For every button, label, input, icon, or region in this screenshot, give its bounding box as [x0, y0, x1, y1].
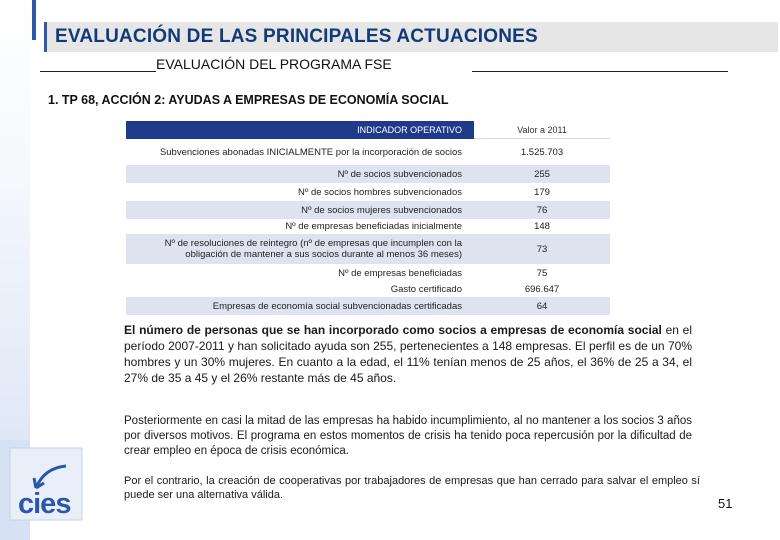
row-value: 76	[536, 204, 548, 216]
table-row	[126, 219, 610, 234]
row-label: Gasto certificado	[390, 284, 462, 295]
row-value: 75	[536, 267, 548, 279]
subtitle-row	[40, 56, 728, 74]
row-label: Nº de socios subvencionados	[337, 168, 462, 180]
cies-logo	[6, 446, 86, 524]
row-label: Nº de resoluciones de reintegro (nº de empresas que incumplen con la obligación de mantener a sus socios durante al menos 36 meses)	[164, 238, 462, 260]
title-bar	[44, 22, 778, 52]
page-number: 51	[718, 496, 733, 511]
table-row	[126, 282, 610, 297]
row-label: Nº de socios hombres subvencionados	[297, 186, 462, 198]
paragraph-profile-bold: El número de personas que se han incorporado como socios a empresas de economía social	[124, 323, 662, 337]
row-label: Subvenciones abonadas INICIALMENTE por la incorporación de socios	[159, 146, 462, 158]
header-value: Valor a 2011	[474, 121, 610, 139]
row-label: Nº de empresas beneficiadas	[338, 267, 462, 279]
table-row	[126, 139, 610, 165]
table-row	[126, 297, 610, 315]
section-heading: 1. TP 68, ACCIÓN 2: AYUDAS A EMPRESAS DE ECONOMÍA SOCIAL	[48, 93, 449, 107]
row-value: 255	[534, 168, 550, 180]
table-row	[126, 234, 610, 264]
row-value: 148	[534, 221, 550, 232]
table-row	[126, 183, 610, 201]
paragraph-profile-rest: en el período 2007-2011 y han solicitado ayuda son 255, pertenecientes a 148 empresas. El perfil es de un 70% hombres y un 30% mujeres. En cuanto a la edad, el 11% tenían menos de 25 años, el 36% de 25 a 34, el 27% de 35 a 45 y el 26% restante más de 45 años.	[124, 323, 692, 385]
row-value: 64	[536, 300, 548, 312]
table-row	[126, 201, 610, 219]
subtitle-rule-left	[40, 71, 156, 72]
header-indicator: INDICADOR OPERATIVO	[126, 121, 474, 139]
table-row	[126, 264, 610, 282]
row-value: 696.647	[524, 284, 560, 295]
paragraph-noncompliance: Posteriormente en casi la mitad de las empresas ha habido incumplimiento, al no mantener a los socios 3 años por diversos motivos. El programa en estos momentos de crisis ha tenido poca repercusión por la dificultad de crear empleo en época de crisis económica.	[124, 415, 692, 457]
subtitle-rule-right	[472, 71, 728, 72]
page-title: EVALUACIÓN DE LAS PRINCIPALES ACTUACIONES	[55, 26, 538, 47]
row-label: Nº de empresas beneficiadas inicialmente	[285, 221, 462, 232]
paragraph-cooperatives: Por el contrario, la creación de cooperativas por trabajadores de empresas que han cerrado para salvar el empleo sí puede ser una alternativa válida.	[124, 475, 700, 501]
indicators-table	[126, 121, 610, 315]
table-header	[126, 121, 610, 139]
subtitle: EVALUACIÓN DEL PROGRAMA FSE	[156, 56, 392, 72]
row-value: 73	[536, 243, 548, 255]
accent-bar	[32, 0, 36, 40]
row-label: Empresas de economía social subvencionadas certificadas	[212, 300, 462, 312]
paragraph-profile	[124, 322, 692, 386]
row-value: 1.525.703	[520, 146, 564, 158]
row-value: 179	[534, 186, 550, 198]
table-row	[126, 165, 610, 183]
logo-text: cies	[18, 488, 71, 520]
row-label: Nº de socios mujeres subvencionados	[301, 204, 462, 216]
